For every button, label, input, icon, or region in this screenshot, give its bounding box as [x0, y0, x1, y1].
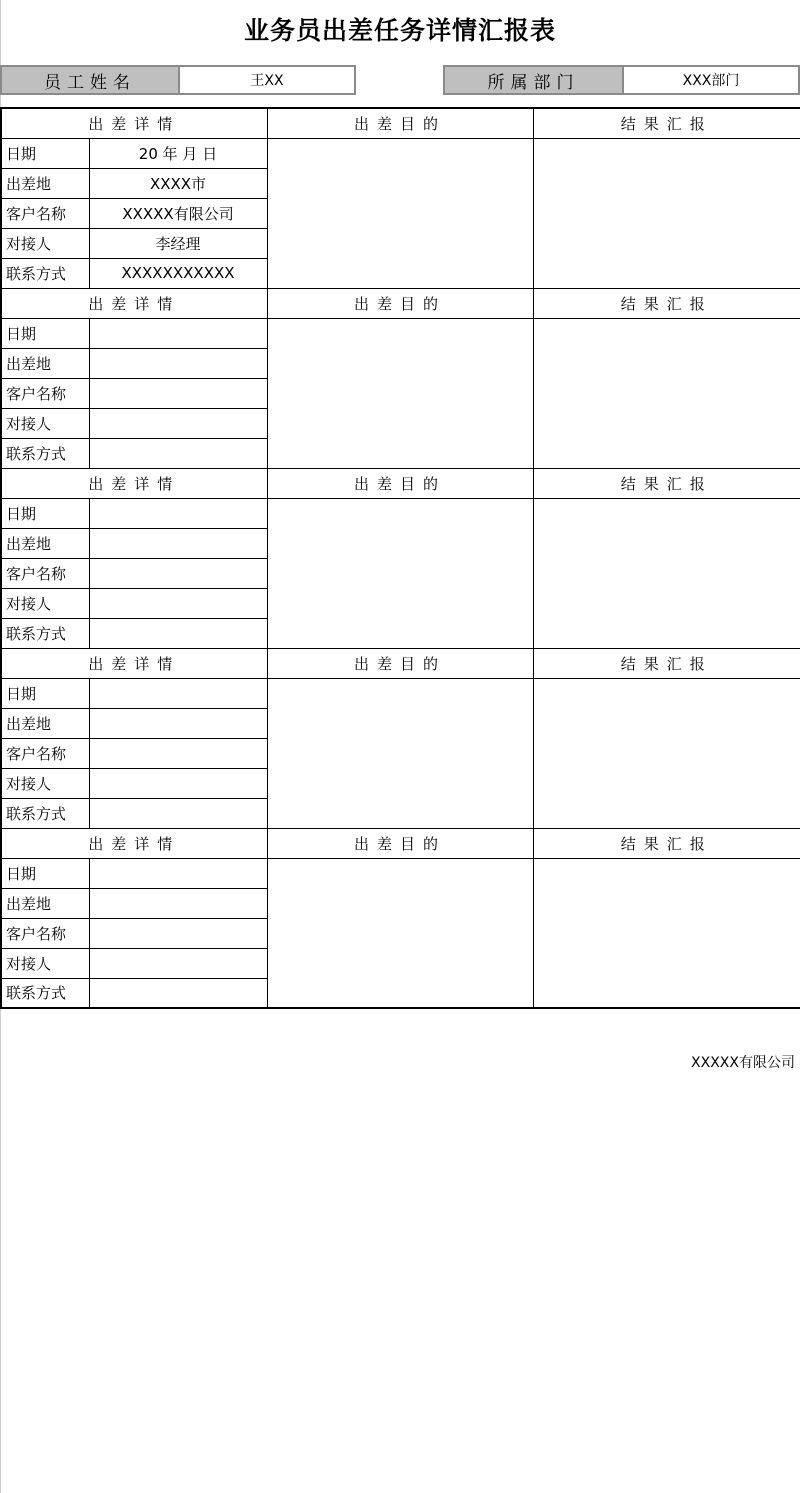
- field-value[interactable]: [89, 498, 267, 528]
- purpose-cell[interactable]: [267, 858, 533, 1008]
- field-label: 日期: [1, 318, 89, 348]
- field-label: 日期: [1, 678, 89, 708]
- purpose-cell[interactable]: [267, 678, 533, 828]
- section-header-row: [1, 828, 800, 858]
- field-label: 出差地: [1, 168, 89, 198]
- purpose-cell[interactable]: [267, 318, 533, 468]
- field-value[interactable]: 20 年 月 日: [89, 138, 267, 168]
- field-value[interactable]: [89, 948, 267, 978]
- field-label: 客户名称: [1, 198, 89, 228]
- header-details: 出差详情: [1, 828, 267, 858]
- result-cell[interactable]: [533, 318, 800, 468]
- field-label: 联系方式: [1, 978, 89, 1008]
- field-label: 日期: [1, 858, 89, 888]
- field-value[interactable]: XXXXX有限公司: [89, 198, 267, 228]
- field-value[interactable]: [89, 438, 267, 468]
- field-label: 对接人: [1, 948, 89, 978]
- field-label: 出差地: [1, 708, 89, 738]
- field-label: 客户名称: [1, 738, 89, 768]
- field-label: 联系方式: [1, 438, 89, 468]
- company-footer: XXXXX有限公司: [691, 1055, 795, 1071]
- header-result: 结果汇报: [533, 648, 800, 678]
- header-purpose: 出差目的: [267, 288, 533, 318]
- department-value[interactable]: XXX部门: [624, 67, 798, 93]
- header-details: 出差详情: [1, 288, 267, 318]
- field-label: 客户名称: [1, 378, 89, 408]
- result-cell[interactable]: [533, 678, 800, 828]
- section-header-row: [1, 468, 800, 498]
- field-label: 客户名称: [1, 558, 89, 588]
- field-label: 对接人: [1, 588, 89, 618]
- result-cell[interactable]: [533, 858, 800, 1008]
- field-value[interactable]: 李经理: [89, 228, 267, 258]
- purpose-cell[interactable]: [267, 498, 533, 648]
- field-label: 联系方式: [1, 798, 89, 828]
- trip-report-table: [0, 107, 800, 1009]
- page-title: 业务员出差任务详情汇报表: [243, 16, 556, 45]
- header-purpose: 出差目的: [267, 468, 533, 498]
- field-value[interactable]: [89, 708, 267, 738]
- header-purpose: 出差目的: [267, 648, 533, 678]
- employee-name-box: [0, 65, 356, 95]
- result-cell[interactable]: [533, 138, 800, 288]
- purpose-cell[interactable]: [267, 138, 533, 288]
- department-label: 所属部门: [445, 67, 624, 93]
- field-value[interactable]: [89, 408, 267, 438]
- field-value[interactable]: [89, 768, 267, 798]
- table-row: [1, 498, 800, 528]
- field-value[interactable]: [89, 798, 267, 828]
- field-value[interactable]: [89, 348, 267, 378]
- field-value[interactable]: XXXXXXXXXXX: [89, 258, 267, 288]
- field-label: 联系方式: [1, 618, 89, 648]
- header-purpose: 出差目的: [267, 828, 533, 858]
- header-result: 结果汇报: [533, 108, 800, 138]
- field-label: 出差地: [1, 888, 89, 918]
- field-value[interactable]: [89, 318, 267, 348]
- field-label: 日期: [1, 498, 89, 528]
- table-row: [1, 318, 800, 348]
- field-label: 对接人: [1, 408, 89, 438]
- header-result: 结果汇报: [533, 828, 800, 858]
- field-label: 日期: [1, 138, 89, 168]
- header-details: 出差详情: [1, 468, 267, 498]
- field-value[interactable]: [89, 738, 267, 768]
- header-result: 结果汇报: [533, 288, 800, 318]
- header-details: 出差详情: [1, 108, 267, 138]
- field-value[interactable]: [89, 528, 267, 558]
- section-header-row: [1, 108, 800, 138]
- table-row: [1, 678, 800, 708]
- field-label: 对接人: [1, 228, 89, 258]
- field-label: 出差地: [1, 348, 89, 378]
- field-label: 联系方式: [1, 258, 89, 288]
- field-value[interactable]: [89, 888, 267, 918]
- field-value[interactable]: [89, 858, 267, 888]
- header-result: 结果汇报: [533, 468, 800, 498]
- section-header-row: [1, 288, 800, 318]
- table-row: [1, 138, 800, 168]
- field-value[interactable]: [89, 588, 267, 618]
- header-details: 出差详情: [1, 648, 267, 678]
- field-value[interactable]: [89, 678, 267, 708]
- field-label: 对接人: [1, 768, 89, 798]
- field-label: 客户名称: [1, 918, 89, 948]
- section-header-row: [1, 648, 800, 678]
- department-box: [443, 65, 800, 95]
- field-value[interactable]: [89, 558, 267, 588]
- table-row: [1, 858, 800, 888]
- field-label: 出差地: [1, 528, 89, 558]
- field-value[interactable]: [89, 918, 267, 948]
- header-purpose: 出差目的: [267, 108, 533, 138]
- employee-name-label: 员工姓名: [2, 67, 180, 93]
- field-value[interactable]: [89, 618, 267, 648]
- trip-report-body: [1, 108, 800, 1008]
- employee-name-value[interactable]: 王XX: [180, 67, 354, 93]
- field-value[interactable]: [89, 378, 267, 408]
- result-cell[interactable]: [533, 498, 800, 648]
- field-value[interactable]: XXXX市: [89, 168, 267, 198]
- field-value[interactable]: [89, 978, 267, 1008]
